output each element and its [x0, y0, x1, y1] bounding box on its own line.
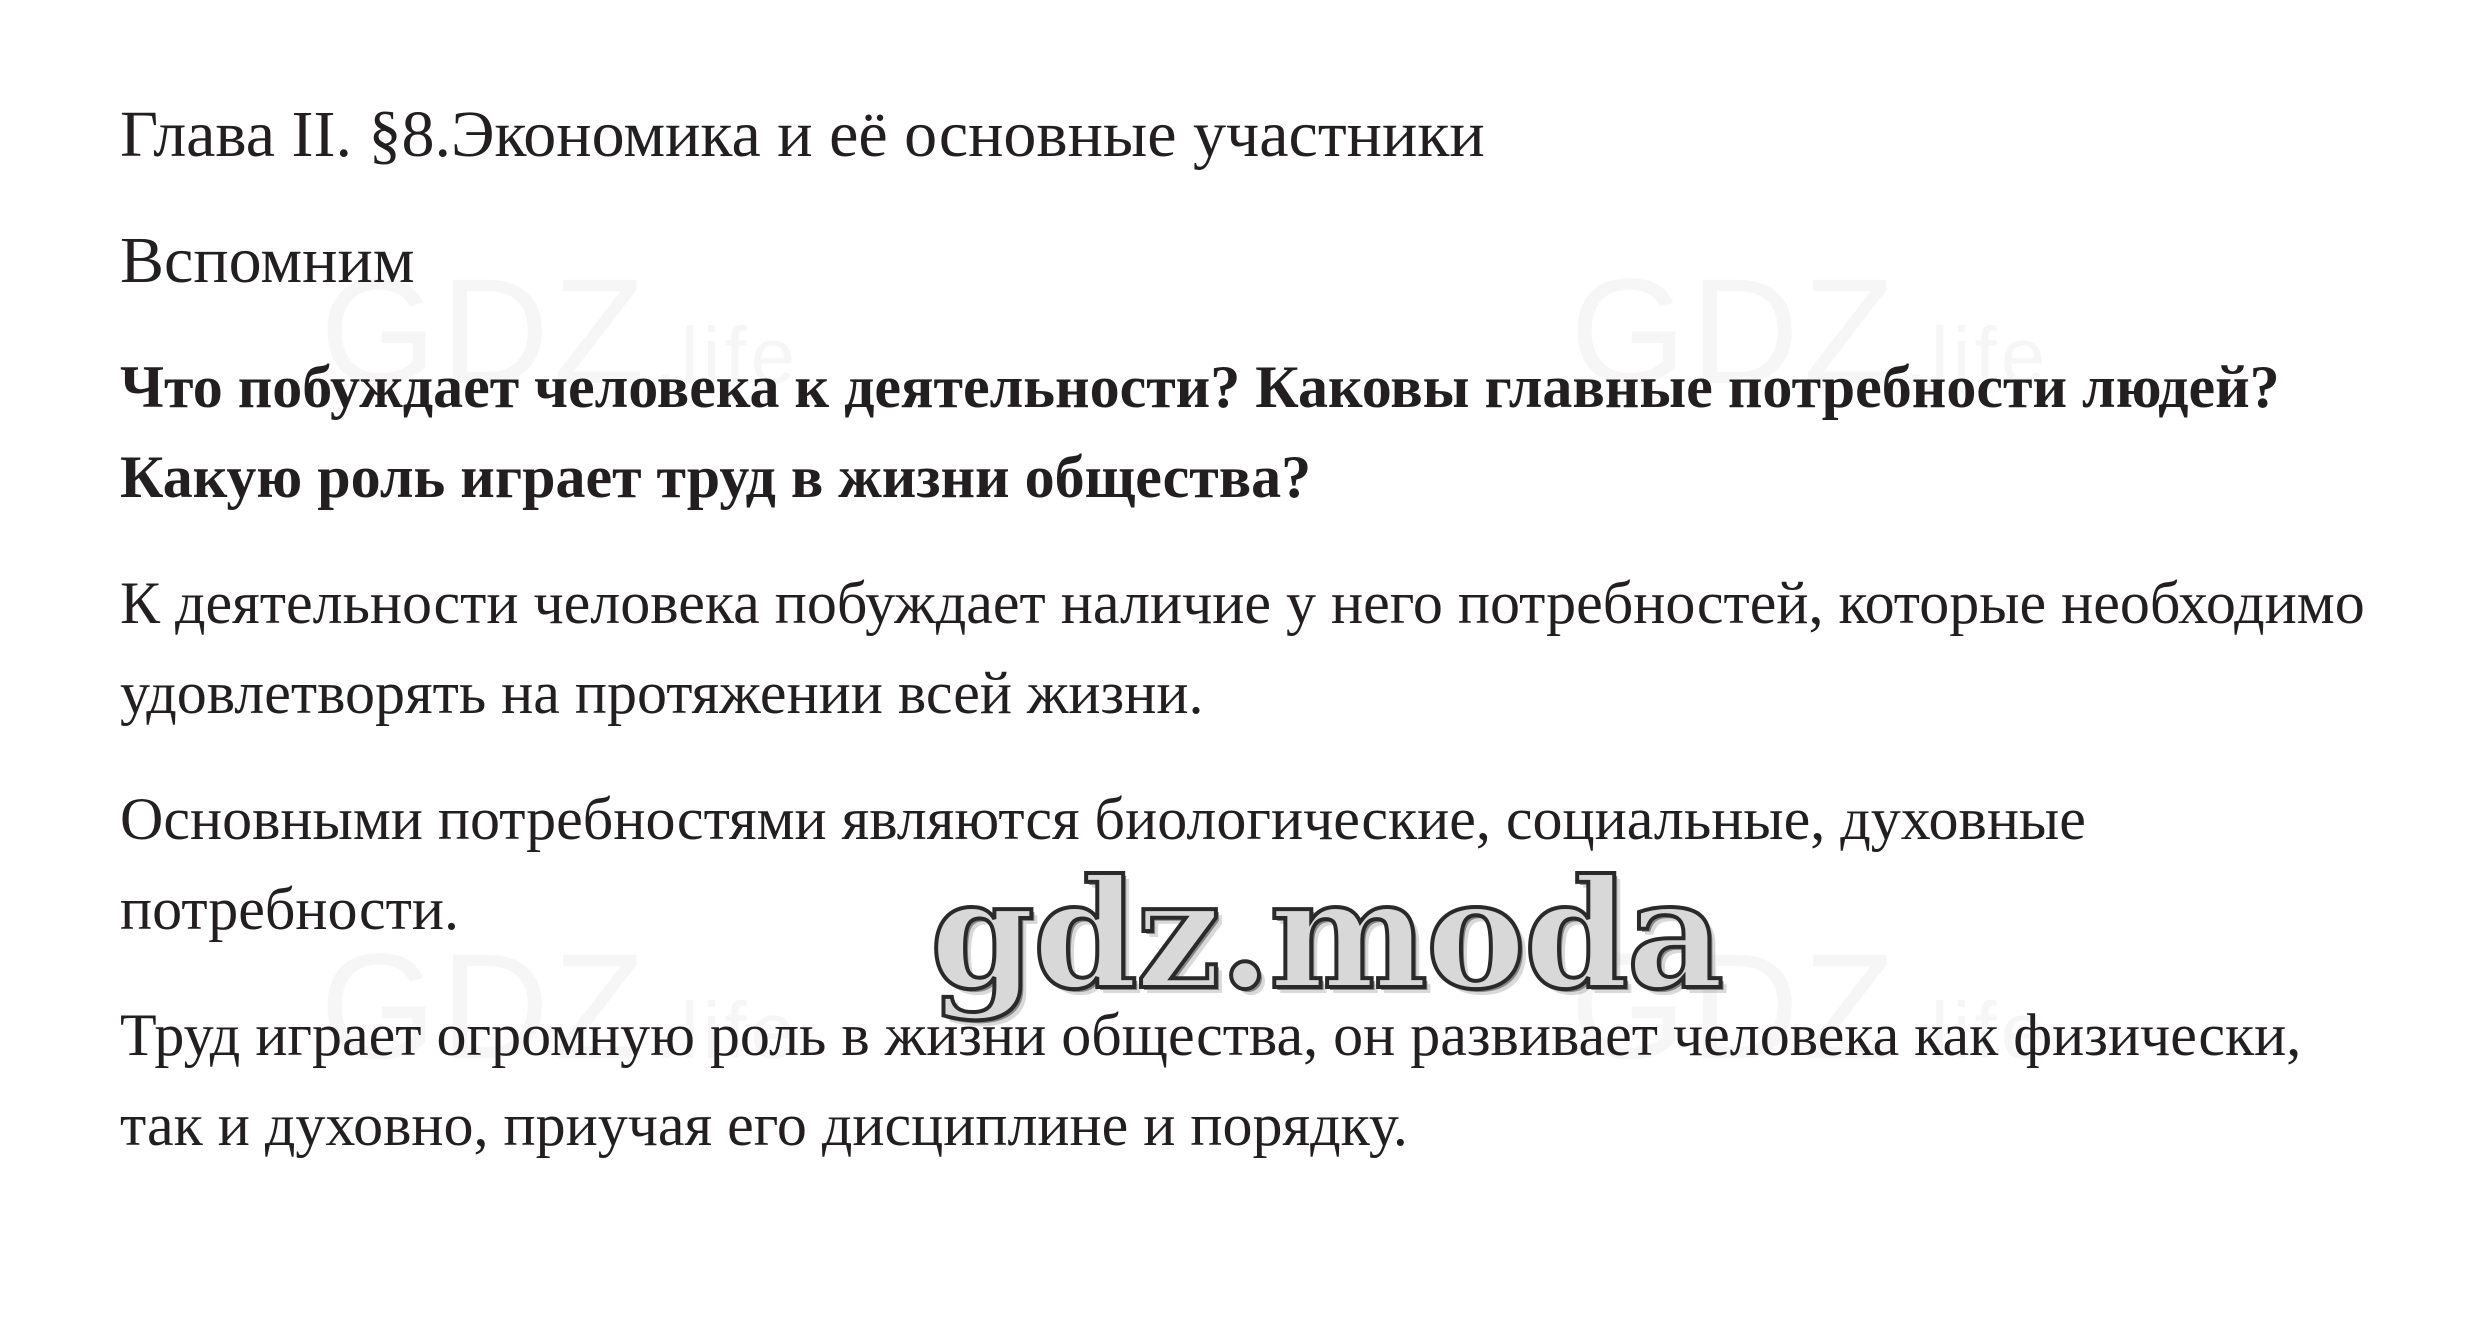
review-question: Что побуждает человека к деятельности? Каковы главные потребности людей? Какую роль играет труд в жизни общества?: [120, 354, 2280, 510]
answer-paragraph: Труд играет огромную роль в жизни общества, он развивает человека как физически, так и духовно, приучая его дисциплине и порядку.: [120, 1002, 2302, 1158]
section-subheading: Вспомним: [120, 224, 415, 297]
site-logo-watermark: gdz.moda: [930, 847, 1723, 1023]
page-title: Глава II. §8.Экономика и её основные участники: [120, 98, 1485, 171]
document-body: [120, 90, 2380, 1206]
answer-paragraph: Основными потребностями являются биологические, социальные, духовные потребности.: [120, 786, 2086, 942]
answer-paragraph: К деятельности человека побуждает наличие у него потребностей, которые необходимо удовлетворять на протяжении всей жизни.: [120, 570, 2365, 726]
